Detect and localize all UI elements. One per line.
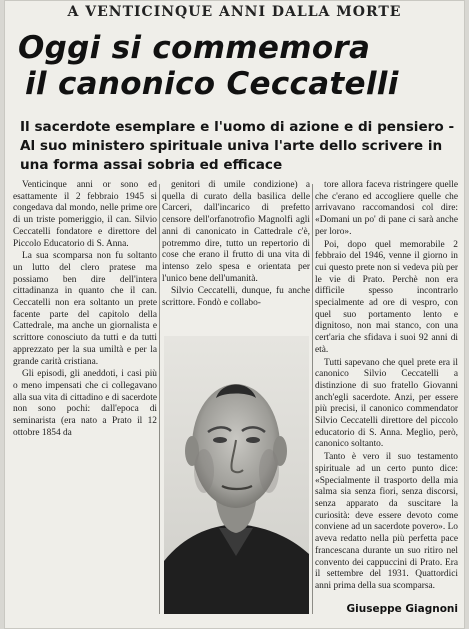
- body-paragraph: Poi, dopo quel memorabile 2 febbraio del 1946, venne il giorno in cui questo prete non si vedeva più per le vie di Prato. Perchè non era difficile spesso incontrarlo specialmente ad ore di vespro, con quel suo portamento lento e dignitoso, non mai stanco, con una cert'aria che sfidava i suoi 92 anni di età.: [315, 239, 458, 355]
- body-paragraph: Silvio Ceccatelli, dunque, fu anche scrittore. Fondò e collabo-: [162, 286, 310, 309]
- portrait-photo-image: [164, 336, 309, 614]
- body-paragraph: Venticinque anni or sono ed esattamente il 2 febbraio 1945 si congedava dal mondo, nelle prime ore di un triste pomeriggio, il can. Silvio Ceccatelli fondatore e direttore del Piccolo Educatorio di S. Anna.: [13, 180, 157, 249]
- body-paragraph: Gli episodi, gli aneddoti, i casi più o meno impensati che ci collegavano alla sua vita di cittadino e di sacerdote non sono pochi: dall'epoca di seminarista (era nato a Prato il 12 ottobre 1854 da: [13, 369, 157, 438]
- portrait-photo: [164, 336, 309, 614]
- body-paragraph: Tutti sapevano che quel prete era il canonico Silvio Ceccatelli a distinzione di suo fratello Giovanni anch'egli sacerdote. Anzi, per essere più precisi, il canonico commendator Silvio Ceccatelli direttore del piccolo educatorio di S. Anna. Meglio, però, canonico soltanto.: [315, 357, 458, 450]
- column-2: [162, 180, 310, 311]
- kicker: A VENTICINQUE ANNI DALLA MORTE: [67, 4, 402, 20]
- subheadline: Il sacerdote esemplare e l'uomo di azione e di pensiero - Al suo ministero spirituale univa l'arte dello scrivere in una forma assai sobria ed efficace: [20, 119, 455, 173]
- column-divider: [312, 184, 313, 614]
- headline-line-2: il canonico Ceccatelli: [25, 66, 399, 102]
- body-paragraph: La sua scomparsa non fu soltanto un lutto del clero pratese ma possiamo ben dire dell'intera cittadinanza in quanto che il can. Ceccatelli non era soltanto un prete facente parte del capitolo della Cattedrale, ma anche un giornalista e scrittore conosciuto da tutti e da tutti apprezzato per la sua umiltà e per la grande carità cristiana.: [13, 251, 157, 367]
- column-3: [315, 180, 458, 594]
- body-paragraph: tore allora faceva ristringere quelle che c'erano ed accogliere quelle che arrivavano raccomandosi col dire: «Domani un po' di pane ci sarà anche per loro».: [315, 180, 458, 237]
- column-1: [13, 180, 157, 440]
- headline-line-1: Oggi si commemora: [18, 30, 371, 66]
- body-paragraph: genitori di umile condizione) a quella di curato della basilica delle Carceri, dall'incarico di prefetto censore dell'orfanotrofio Magnolfi agli anni di canonicato in Cattedrale c'è, potremmo dire, tutto un repertorio di cose che erano il frutto di una vita di intenso zelo spesa e orientata per l'unico bene dell'umanità.: [162, 180, 310, 284]
- column-divider: [159, 184, 160, 614]
- author-signature: Giuseppe Giagnoni: [346, 603, 458, 615]
- body-paragraph: Tanto è vero il suo testamento spirituale ad un certo punto dice: «Specialmente il trasporto della mia salma sia senza fiori, senza discorsi, senza apparato da suscitare la curiosità: deve essere devoto come conviene ad un sacerdote povero». Lo aveva redatto nella più perfetta pace francescana durante un suo ritiro nel convento dei cappuccini di Prato. Era il settembre del 1931. Quattordici anni prima della sua scomparsa.: [315, 452, 458, 591]
- headline: [18, 30, 458, 102]
- newspaper-clipping: [4, 0, 465, 629]
